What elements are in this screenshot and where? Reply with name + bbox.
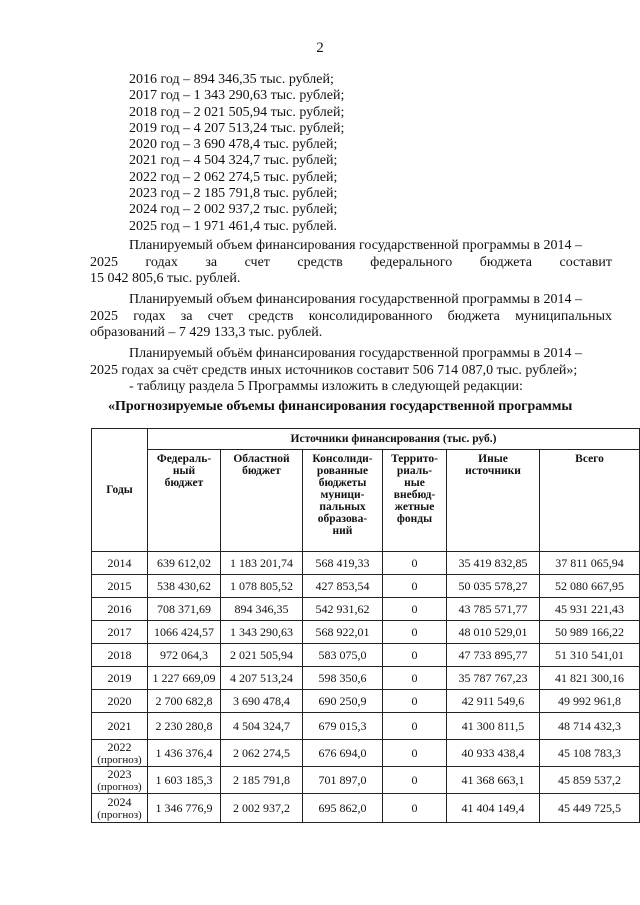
- federal-column-header: Федераль- ный бюджет: [148, 450, 221, 552]
- table-row: [92, 644, 640, 667]
- territorial-cell: 0: [383, 713, 447, 740]
- table-row: [92, 575, 640, 598]
- federal-cell: 2 700 682,8: [148, 690, 221, 713]
- year-cell: [92, 621, 148, 644]
- other-cell: 41 300 811,5: [447, 713, 540, 740]
- total-cell: 45 108 783,3: [540, 740, 640, 767]
- consolidated-cell: 676 694,0: [303, 740, 383, 767]
- paragraph-line: Планируемый объём финансирования государственной программы в 2014 –: [129, 346, 582, 361]
- consolidated-cell: 679 015,3: [303, 713, 383, 740]
- other-cell: 35 787 767,23: [447, 667, 540, 690]
- year-value: 2016: [107, 602, 132, 616]
- table-row: [92, 690, 640, 713]
- year-value: 2018: [107, 648, 132, 662]
- yearly-funding-list: [129, 72, 344, 235]
- paragraph-line: 2025 годах за счет средств федерального бюджета составит: [90, 254, 612, 270]
- total-cell: 45 449 725,5: [540, 794, 640, 823]
- total-cell: 37 811 065,94: [540, 552, 640, 575]
- year-line: 2022 год – 2 062 274,5 тыс. рублей;: [129, 169, 338, 185]
- year-cell: [92, 740, 148, 767]
- other-cell: 50 035 578,27: [447, 575, 540, 598]
- prognosis-label: (прогноз): [97, 808, 142, 821]
- territorial-cell: 0: [383, 621, 447, 644]
- consolidated-cell: 568 922,01: [303, 621, 383, 644]
- total-cell: 50 989 166,22: [540, 621, 640, 644]
- prognosis-label: (прогноз): [97, 780, 142, 793]
- year-line: 2016 год – 894 346,35 тыс. рублей;: [129, 72, 334, 87]
- year-line: 2021 год – 4 504 324,7 тыс. рублей;: [129, 153, 338, 169]
- territorial-cell: 0: [383, 767, 447, 794]
- year-cell: [92, 690, 148, 713]
- table-row: [92, 621, 640, 644]
- table-row: [92, 598, 640, 621]
- year-cell: [92, 644, 148, 667]
- year-cell: [92, 767, 148, 794]
- table-row: [92, 740, 640, 767]
- year-cell: [92, 667, 148, 690]
- other-cell: 40 933 438,4: [447, 740, 540, 767]
- regional-cell: 4 504 324,7: [221, 713, 303, 740]
- consolidated-cell: 701 897,0: [303, 767, 383, 794]
- page-number: 2: [316, 40, 324, 56]
- table-row: [92, 713, 640, 740]
- year-cell: [92, 598, 148, 621]
- federal-cell: 538 430,62: [148, 575, 221, 598]
- consolidated-cell: 598 350,6: [303, 667, 383, 690]
- consolidated-cell: 690 250,9: [303, 690, 383, 713]
- table-row: [92, 767, 640, 794]
- year-value: 2017: [107, 625, 132, 639]
- other-column-header: Иные источники: [447, 450, 540, 552]
- other-sources-paragraph: [90, 346, 612, 396]
- year-line: 2024 год – 2 002 937,2 тыс. рублей;: [129, 202, 338, 218]
- year-cell: [92, 575, 148, 598]
- other-cell: 41 404 149,4: [447, 794, 540, 823]
- year-line: 2017 год – 1 343 290,63 тыс. рублей;: [129, 88, 345, 104]
- years-column-header: Годы: [92, 429, 148, 552]
- regional-cell: 1 078 805,52: [221, 575, 303, 598]
- regional-cell: 894 346,35: [221, 598, 303, 621]
- consolidated-cell: 542 931,62: [303, 598, 383, 621]
- federal-budget-paragraph: [90, 238, 612, 288]
- territorial-cell: 0: [383, 794, 447, 823]
- table-subheader-row: [92, 450, 640, 552]
- table-row: [92, 552, 640, 575]
- year-line: 2018 год – 2 021 505,94 тыс. рублей;: [129, 104, 345, 120]
- federal-cell: 708 371,69: [148, 598, 221, 621]
- territorial-cell: 0: [383, 552, 447, 575]
- year-line: 2019 год – 4 207 513,24 тыс. рублей;: [129, 120, 345, 136]
- territorial-cell: 0: [383, 598, 447, 621]
- regional-cell: 3 690 478,4: [221, 690, 303, 713]
- territorial-cell: 0: [383, 740, 447, 767]
- consolidated-cell: 568 419,33: [303, 552, 383, 575]
- paragraph-line: Планируемый объем финансирования государственной программы в 2014 –: [129, 292, 582, 307]
- total-cell: 49 992 961,8: [540, 690, 640, 713]
- regional-column-header: Областной бюджет: [221, 450, 303, 552]
- year-line: 2020 год – 3 690 478,4 тыс. рублей;: [129, 137, 338, 153]
- year-value: 2021: [107, 719, 132, 733]
- federal-cell: 972 064,3: [148, 644, 221, 667]
- consolidated-cell: 695 862,0: [303, 794, 383, 823]
- total-cell: 51 310 541,01: [540, 644, 640, 667]
- paragraph-line: 15 042 805,6 тыс. рублей.: [90, 271, 241, 286]
- other-cell: 47 733 895,77: [447, 644, 540, 667]
- other-cell: 42 911 549,6: [447, 690, 540, 713]
- paragraph-line: 2025 годах за счёт средств иных источников составит 506 714 087,0 тыс. рублей»;: [90, 362, 578, 378]
- regional-cell: 4 207 513,24: [221, 667, 303, 690]
- consolidated-cell: 583 075,0: [303, 644, 383, 667]
- year-value: 2020: [107, 694, 132, 708]
- consolidated-cell: 427 853,54: [303, 575, 383, 598]
- federal-cell: 2 230 280,8: [148, 713, 221, 740]
- consolidated-column-header: Консолиди- рованные бюджеты муници- пальных образова- ний: [303, 450, 383, 552]
- territorial-cell: 0: [383, 575, 447, 598]
- year-cell: [92, 713, 148, 740]
- paragraph-line: - таблицу раздела 5 Программы изложить в следующей редакции:: [129, 379, 523, 394]
- year-line: 2025 год – 1 971 461,4 тыс. рублей.: [129, 218, 337, 234]
- territorial-cell: 0: [383, 690, 447, 713]
- year-value: 2024: [107, 794, 132, 809]
- year-line: 2023 год – 2 185 791,8 тыс. рублей;: [129, 186, 338, 202]
- total-cell: 41 821 300,16: [540, 667, 640, 690]
- federal-cell: 1 436 376,4: [148, 740, 221, 767]
- federal-cell: 1 603 185,3: [148, 767, 221, 794]
- table-row: [92, 794, 640, 823]
- table-heading: «Прогнозируемые объемы финансирования государственной программы: [108, 399, 573, 414]
- financing-table: [91, 428, 640, 823]
- territorial-column-header: Террито- риаль- ные внебюд- жетные фонды: [383, 450, 447, 552]
- regional-cell: 2 062 274,5: [221, 740, 303, 767]
- sources-header: Источники финансирования (тыс. руб.): [148, 429, 640, 450]
- territorial-cell: 0: [383, 644, 447, 667]
- other-cell: 43 785 571,77: [447, 598, 540, 621]
- table-row: [92, 667, 640, 690]
- other-cell: 35 419 832,85: [447, 552, 540, 575]
- total-cell: 52 080 667,95: [540, 575, 640, 598]
- paragraph-line: образований – 7 429 133,3 тыс. рублей.: [90, 325, 323, 340]
- regional-cell: 1 183 201,74: [221, 552, 303, 575]
- year-cell: [92, 552, 148, 575]
- paragraph-line: 2025 годах за счет средств консолидированного бюджета муниципальных: [90, 308, 612, 324]
- regional-cell: 1 343 290,63: [221, 621, 303, 644]
- year-value: 2022: [107, 739, 132, 754]
- federal-cell: 1 227 669,09: [148, 667, 221, 690]
- year-cell: [92, 794, 148, 823]
- paragraph-line: Планируемый объем финансирования государственной программы в 2014 –: [129, 238, 582, 253]
- territorial-cell: 0: [383, 667, 447, 690]
- total-column-header: Всего: [540, 450, 640, 552]
- year-value: 2023: [107, 766, 132, 781]
- federal-cell: 1 346 776,9: [148, 794, 221, 823]
- federal-cell: 1066 424,57: [148, 621, 221, 644]
- other-cell: 48 010 529,01: [447, 621, 540, 644]
- prognosis-label: (прогноз): [97, 753, 142, 766]
- year-value: 2019: [107, 671, 132, 685]
- federal-cell: 639 612,02: [148, 552, 221, 575]
- regional-cell: 2 021 505,94: [221, 644, 303, 667]
- year-value: 2014: [107, 556, 132, 570]
- total-cell: 45 931 221,43: [540, 598, 640, 621]
- consolidated-budget-paragraph: [90, 292, 612, 342]
- regional-cell: 2 002 937,2: [221, 794, 303, 823]
- total-cell: 48 714 432,3: [540, 713, 640, 740]
- year-value: 2015: [107, 579, 132, 593]
- other-cell: 41 368 663,1: [447, 767, 540, 794]
- regional-cell: 2 185 791,8: [221, 767, 303, 794]
- table-header-row: [92, 429, 640, 450]
- total-cell: 45 859 537,2: [540, 767, 640, 794]
